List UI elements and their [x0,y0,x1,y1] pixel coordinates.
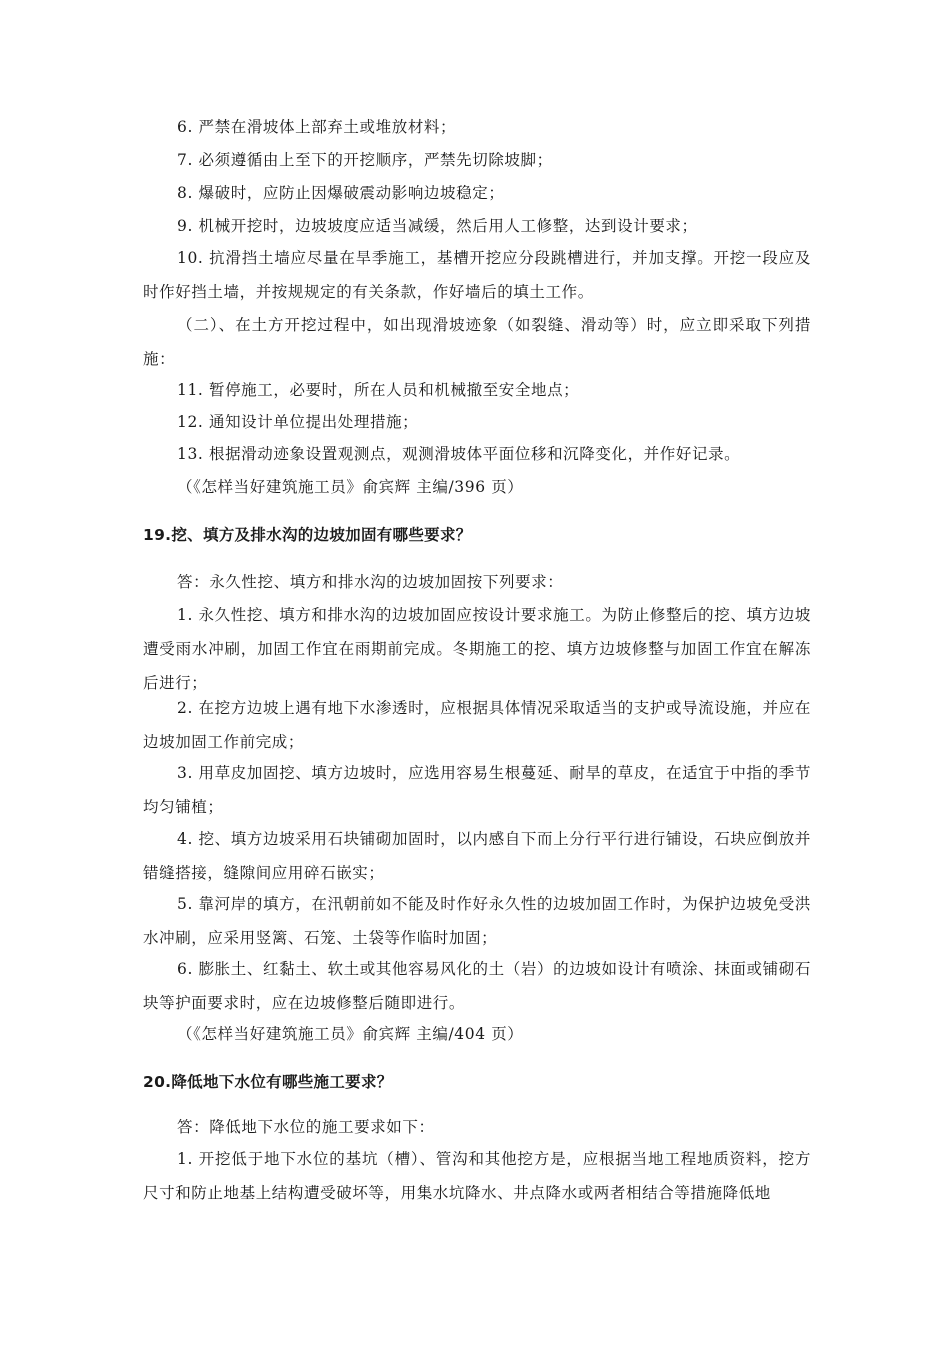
list-item: 9. 机械开挖时，边坡坡度应适当减缓，然后用人工修整，达到设计要求； [177,217,698,235]
list-item: 3. 用草皮加固挖、填方边坡时，应选用容易生根蔓延、耐旱的草皮，在适宜于中指的季节均匀铺植； [143,764,811,816]
list-item: 2. 在挖方边坡上遇有地下水渗透时，应根据具体情况采取适当的支护或导流设施，并应在边坡加固工作前完成； [143,699,811,751]
list-item: 1. 开挖低于地下水位的基坑（槽）、管沟和其他挖方是，应根据当地工程地质资料，挖方尺寸和防止地基上结构遭受破坏等，用集水坑降水、井点降水或两者相结合等措施降低地 [143,1150,811,1202]
list-item: 5. 靠河岸的填方，在汛朝前如不能及时作好永久性的边坡加固工作时，为保护边坡免受洪水冲刷，应采用竖篱、石笼、土袋等作临时加固； [143,895,811,947]
answer-intro: 答：降低地下水位的施工要求如下： [177,1118,435,1136]
answer-intro: 答：永久性挖、填方和排水沟的边坡加固按下列要求： [177,573,564,591]
question-heading: 20.降低地下水位有哪些施工要求？ [143,1073,393,1091]
question-heading: 19.挖、填方及排水沟的边坡加固有哪些要求？ [143,526,472,544]
list-item: 1. 永久性挖、填方和排水沟的边坡加固应按设计要求施工。为防止修整后的挖、填方边坡遭受雨水冲刷，加固工作宜在雨期前完成。冬期施工的挖、填方边坡修整与加固工作宜在解冻后进行； [143,606,811,692]
list-item: 11. 暂停施工，必要时，所在人员和机械撤至安全地点； [177,381,580,399]
source-citation: （《怎样当好建筑施工员》俞宾辉 主编/404 页） [177,1025,524,1043]
list-item: 6. 膨胀土、红黏土、软土或其他容易风化的土（岩）的边坡如设计有喷涂、抹面或铺砌石块等护面要求时，应在边坡修整后随即进行。 [143,960,811,1012]
source-citation: （《怎样当好建筑施工员》俞宾辉 主编/396 页） [177,478,524,496]
list-item: 6. 严禁在滑坡体上部弃土或堆放材料； [177,118,457,136]
paragraph: （二）、在土方开挖过程中，如出现滑坡迹象（如裂缝、滑动等）时，应立即采取下列措施： [143,316,811,368]
list-item: 4. 挖、填方边坡采用石块铺砌加固时，以内感自下而上分行平行进行铺设，石块应倒放并错缝搭接，缝隙间应用碎石嵌实； [143,830,811,882]
list-item: 10. 抗滑挡土墙应尽量在旱季施工，基槽开挖应分段跳槽进行，并加支撑。开挖一段应及时作好挡土墙，并按规规定的有关条款，作好墙后的填土工作。 [143,249,811,301]
list-item: 12. 通知设计单位提出处理措施； [177,413,419,431]
list-item: 7. 必须遵循由上至下的开挖顺序，严禁先切除坡脚； [177,151,553,169]
list-item: 8. 爆破时，应防止因爆破震动影响边坡稳定； [177,184,505,202]
list-item: 13. 根据滑动迹象设置观测点，观测滑坡体平面位移和沉降变化，并作好记录。 [177,445,741,463]
